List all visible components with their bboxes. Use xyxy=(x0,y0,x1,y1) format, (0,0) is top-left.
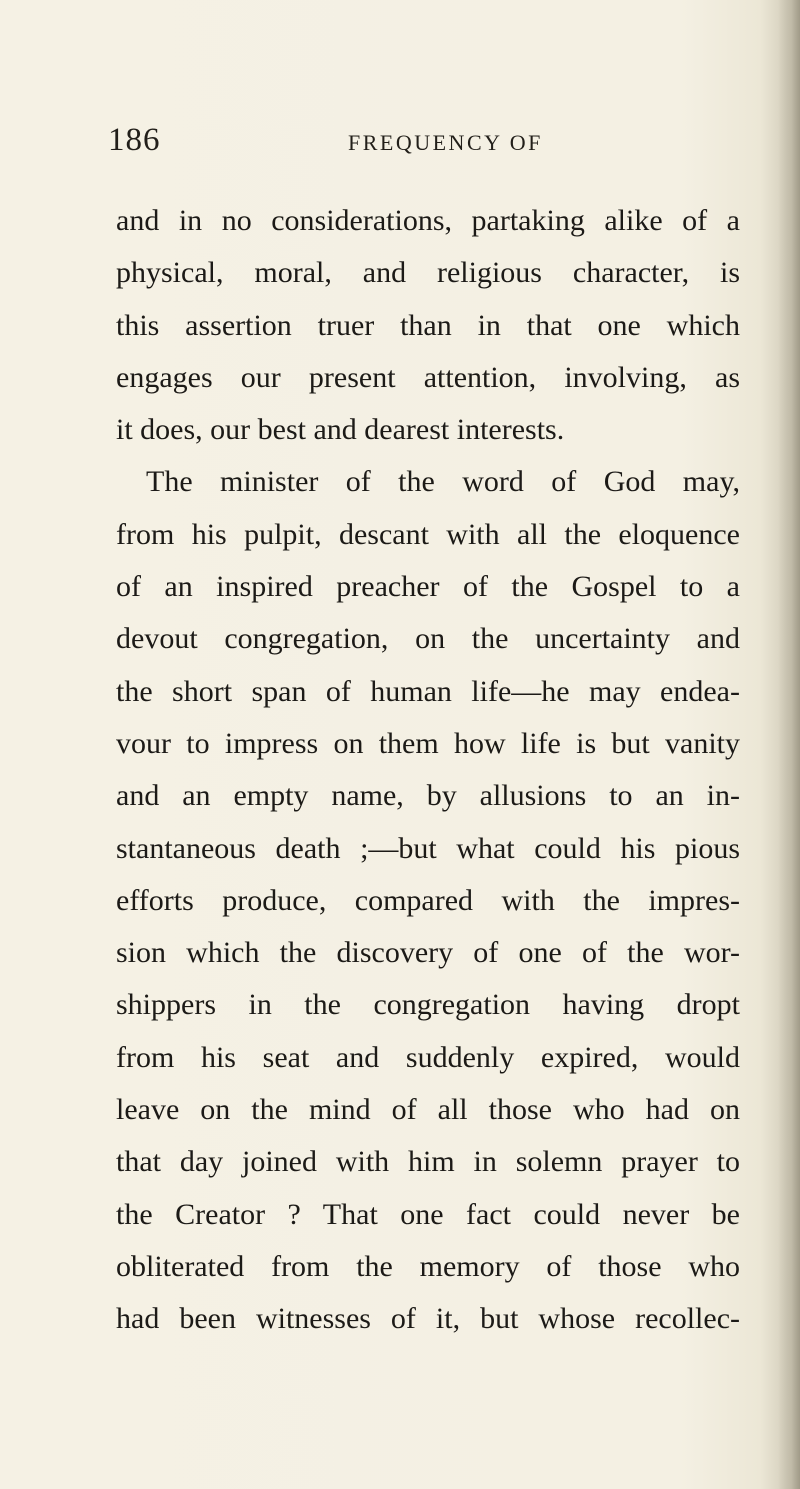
text-line: that day joined with him in solemn prayer to xyxy=(116,1145,740,1179)
text-line: engages our present attention, involving, as xyxy=(116,360,740,394)
body-text xyxy=(116,195,740,1346)
text-line: obliterated from the memory of those who xyxy=(116,1249,740,1283)
text-line: shippers in the congregation having dropt xyxy=(116,988,740,1022)
text-line: had been witnesses of it, but whose recollec- xyxy=(116,1302,740,1336)
text-line: vour to impress on them how life is but vanity xyxy=(116,726,740,760)
text-line: sion which the discovery of one of the wor- xyxy=(116,936,740,970)
text-line: of an inspired preacher of the Gospel to a xyxy=(116,570,740,604)
text-line: efforts produce, compared with the impres- xyxy=(116,883,740,917)
page-edge-shadow xyxy=(778,0,800,1489)
text-line: The minister of the word of God may, xyxy=(146,465,740,499)
text-line: it does, our best and dearest interests. xyxy=(116,413,565,447)
text-line: this assertion truer than in that one which xyxy=(116,308,740,342)
text-line: physical, moral, and religious character, is xyxy=(116,256,740,290)
page-header xyxy=(108,122,736,162)
running-head: FREQUENCY OF xyxy=(348,130,543,155)
text-line: the short span of human life—he may endea- xyxy=(116,674,740,708)
text-line: devout congregation, on the uncertainty and xyxy=(116,622,740,656)
page-number: 186 xyxy=(108,122,161,158)
text-line: from his pulpit, descant with all the eloquence xyxy=(116,517,740,551)
text-line: the Creator ? That one fact could never be xyxy=(116,1197,740,1231)
text-line: from his seat and suddenly expired, would xyxy=(116,1040,740,1074)
text-line: leave on the mind of all those who had on xyxy=(116,1093,740,1127)
text-line: and in no considerations, partaking alike of a xyxy=(116,204,740,237)
text-line: stantaneous death ;—but what could his pious xyxy=(116,831,740,865)
text-line: and an empty name, by allusions to an in- xyxy=(116,779,740,813)
